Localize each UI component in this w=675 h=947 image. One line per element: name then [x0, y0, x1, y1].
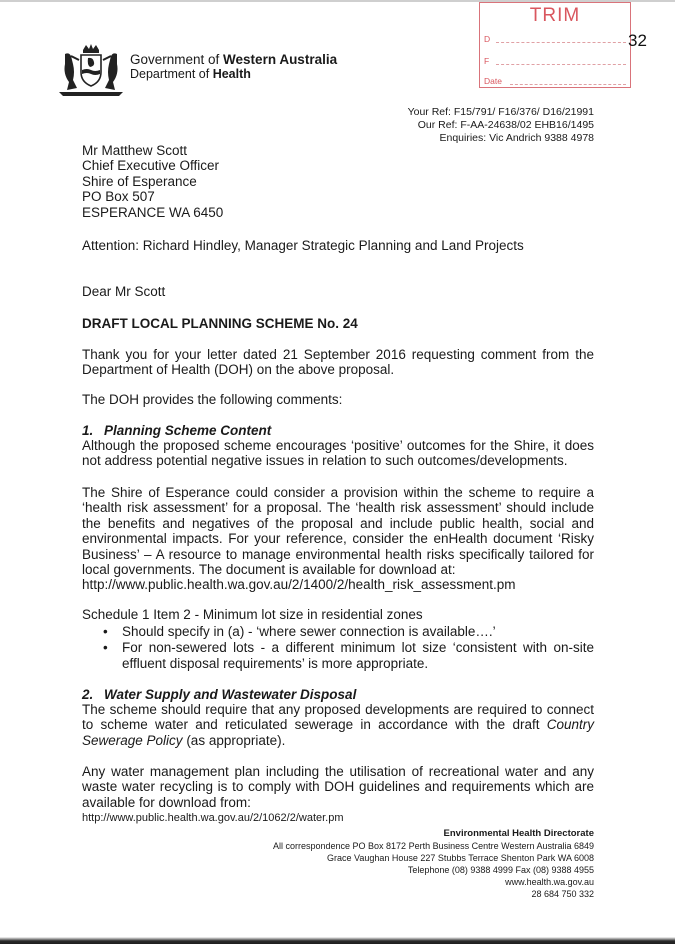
recipient-org: Shire of Esperance: [82, 173, 197, 189]
section-1-paragraph-1: Although the proposed scheme encourages ‘positive’ outcomes for the Shire, it does not address potential negative issues in relation to such outcomes/developments.: [82, 438, 594, 469]
intro-paragraph: Thank you for your letter dated 21 September 2016 requesting comment from the Department of Health (DOH) on the above proposal.: [82, 347, 594, 378]
section-1-heading: 1. Planning Scheme Content: [82, 423, 272, 438]
footer-correspondence: All correspondence PO Box 8172 Perth Business Centre Western Australia 6849: [272, 841, 594, 851]
your-ref: Your Ref: F15/791/ F16/376/ D16/21991: [407, 106, 594, 118]
health-risk-url: http://www.public.health.wa.gov.au/2/1400/2/health_risk_assessment.pm: [82, 577, 516, 593]
footer-web: www.health.wa.gov.au: [505, 877, 594, 887]
coat-of-arms-crest-icon: [57, 44, 125, 98]
footer-contact-block: [273, 828, 594, 900]
recipient-title: Chief Executive Officer: [82, 158, 220, 174]
department-short-name: Health: [212, 67, 251, 81]
recipient-town: ESPERANCE WA 6450: [82, 204, 224, 220]
water-url: http://www.public.health.wa.gov.au/2/1062/2/water.pm: [82, 812, 344, 824]
recipient-po-box: PO Box 507: [82, 189, 155, 205]
list-item: • Should specify in (a) - ‘where sewer connection is available….’: [103, 624, 496, 639]
recipient-address: [82, 143, 223, 220]
state-name: Western Australia: [223, 52, 338, 67]
footer-address: Grace Vaughan House 227 Stubbs Terrace Shenton Park WA 6008: [326, 853, 594, 863]
our-ref: Our Ref: F-AA-24638/02 EHB16/1495: [417, 119, 594, 131]
trim-stamp: [479, 2, 631, 88]
subject-heading: DRAFT LOCAL PLANNING SCHEME No. 24: [82, 316, 358, 331]
reference-block: [408, 106, 594, 145]
provides-line: The DOH provides the following comments:: [82, 392, 343, 407]
section-2-paragraph-2: Any water management plan including the utilisation of recreational water and any waste water recycling is to comply with DOH guidelines and requirements which are available for download from:: [82, 764, 594, 810]
folio-number: 32: [628, 31, 647, 50]
footer-abn: 28 684 750 332: [531, 889, 594, 899]
department-name: Department of Health: [130, 67, 251, 81]
government-name: Government of Western Australia: [130, 52, 338, 67]
list-item: • For non-sewered lots - a different minimum lot size ‘consistent with on-site effluent disposal requirements’ is more appropriate.: [103, 640, 594, 671]
section-2-paragraph-1: The scheme should require that any proposed developments are required to connect to scheme water and reticulated sewerage in accordance with the draft Country Sewerage Policy (as appropriate).: [82, 702, 594, 748]
salutation: Dear Mr Scott: [82, 284, 166, 299]
section-2-heading: 2. Water Supply and Wastewater Disposal: [82, 687, 357, 702]
stamp-row-f: F: [484, 53, 626, 67]
stamp-row-d: D: [484, 31, 626, 45]
schedule-bullets: [100, 624, 594, 671]
recipient-name: Mr Matthew Scott: [82, 143, 188, 158]
attention-line: Attention: Richard Hindley, Manager Strategic Planning and Land Projects: [82, 238, 524, 253]
footer-phone: Telephone (08) 9388 4999 Fax (08) 9388 4955: [407, 865, 594, 875]
section-1-paragraph-2: The Shire of Esperance could consider a provision within the scheme to require a ‘health risk assessment’ for a proposal. The ‘health risk assessment’ should include the benefits and negatives of the proposal and include public health, social and environmental impacts. For your reference, consider the enHealth document ‘Risky Business’ – A resource to manage environmental health risks specifically tailored for local governments. The document is available for download at: http://www.public.health.wa.gov.au/2/1400/2/health_risk_assessment.pm: [82, 485, 594, 593]
stamp-title: TRIM: [529, 5, 581, 26]
schedule-line: Schedule 1 Item 2 - Minimum lot size in residential zones: [82, 607, 423, 622]
stamp-row-date: Date: [484, 73, 626, 87]
directorate-name: Environmental Health Directorate: [443, 828, 594, 839]
enquiries: Enquiries: Vic Andrich 9388 4978: [439, 132, 594, 144]
